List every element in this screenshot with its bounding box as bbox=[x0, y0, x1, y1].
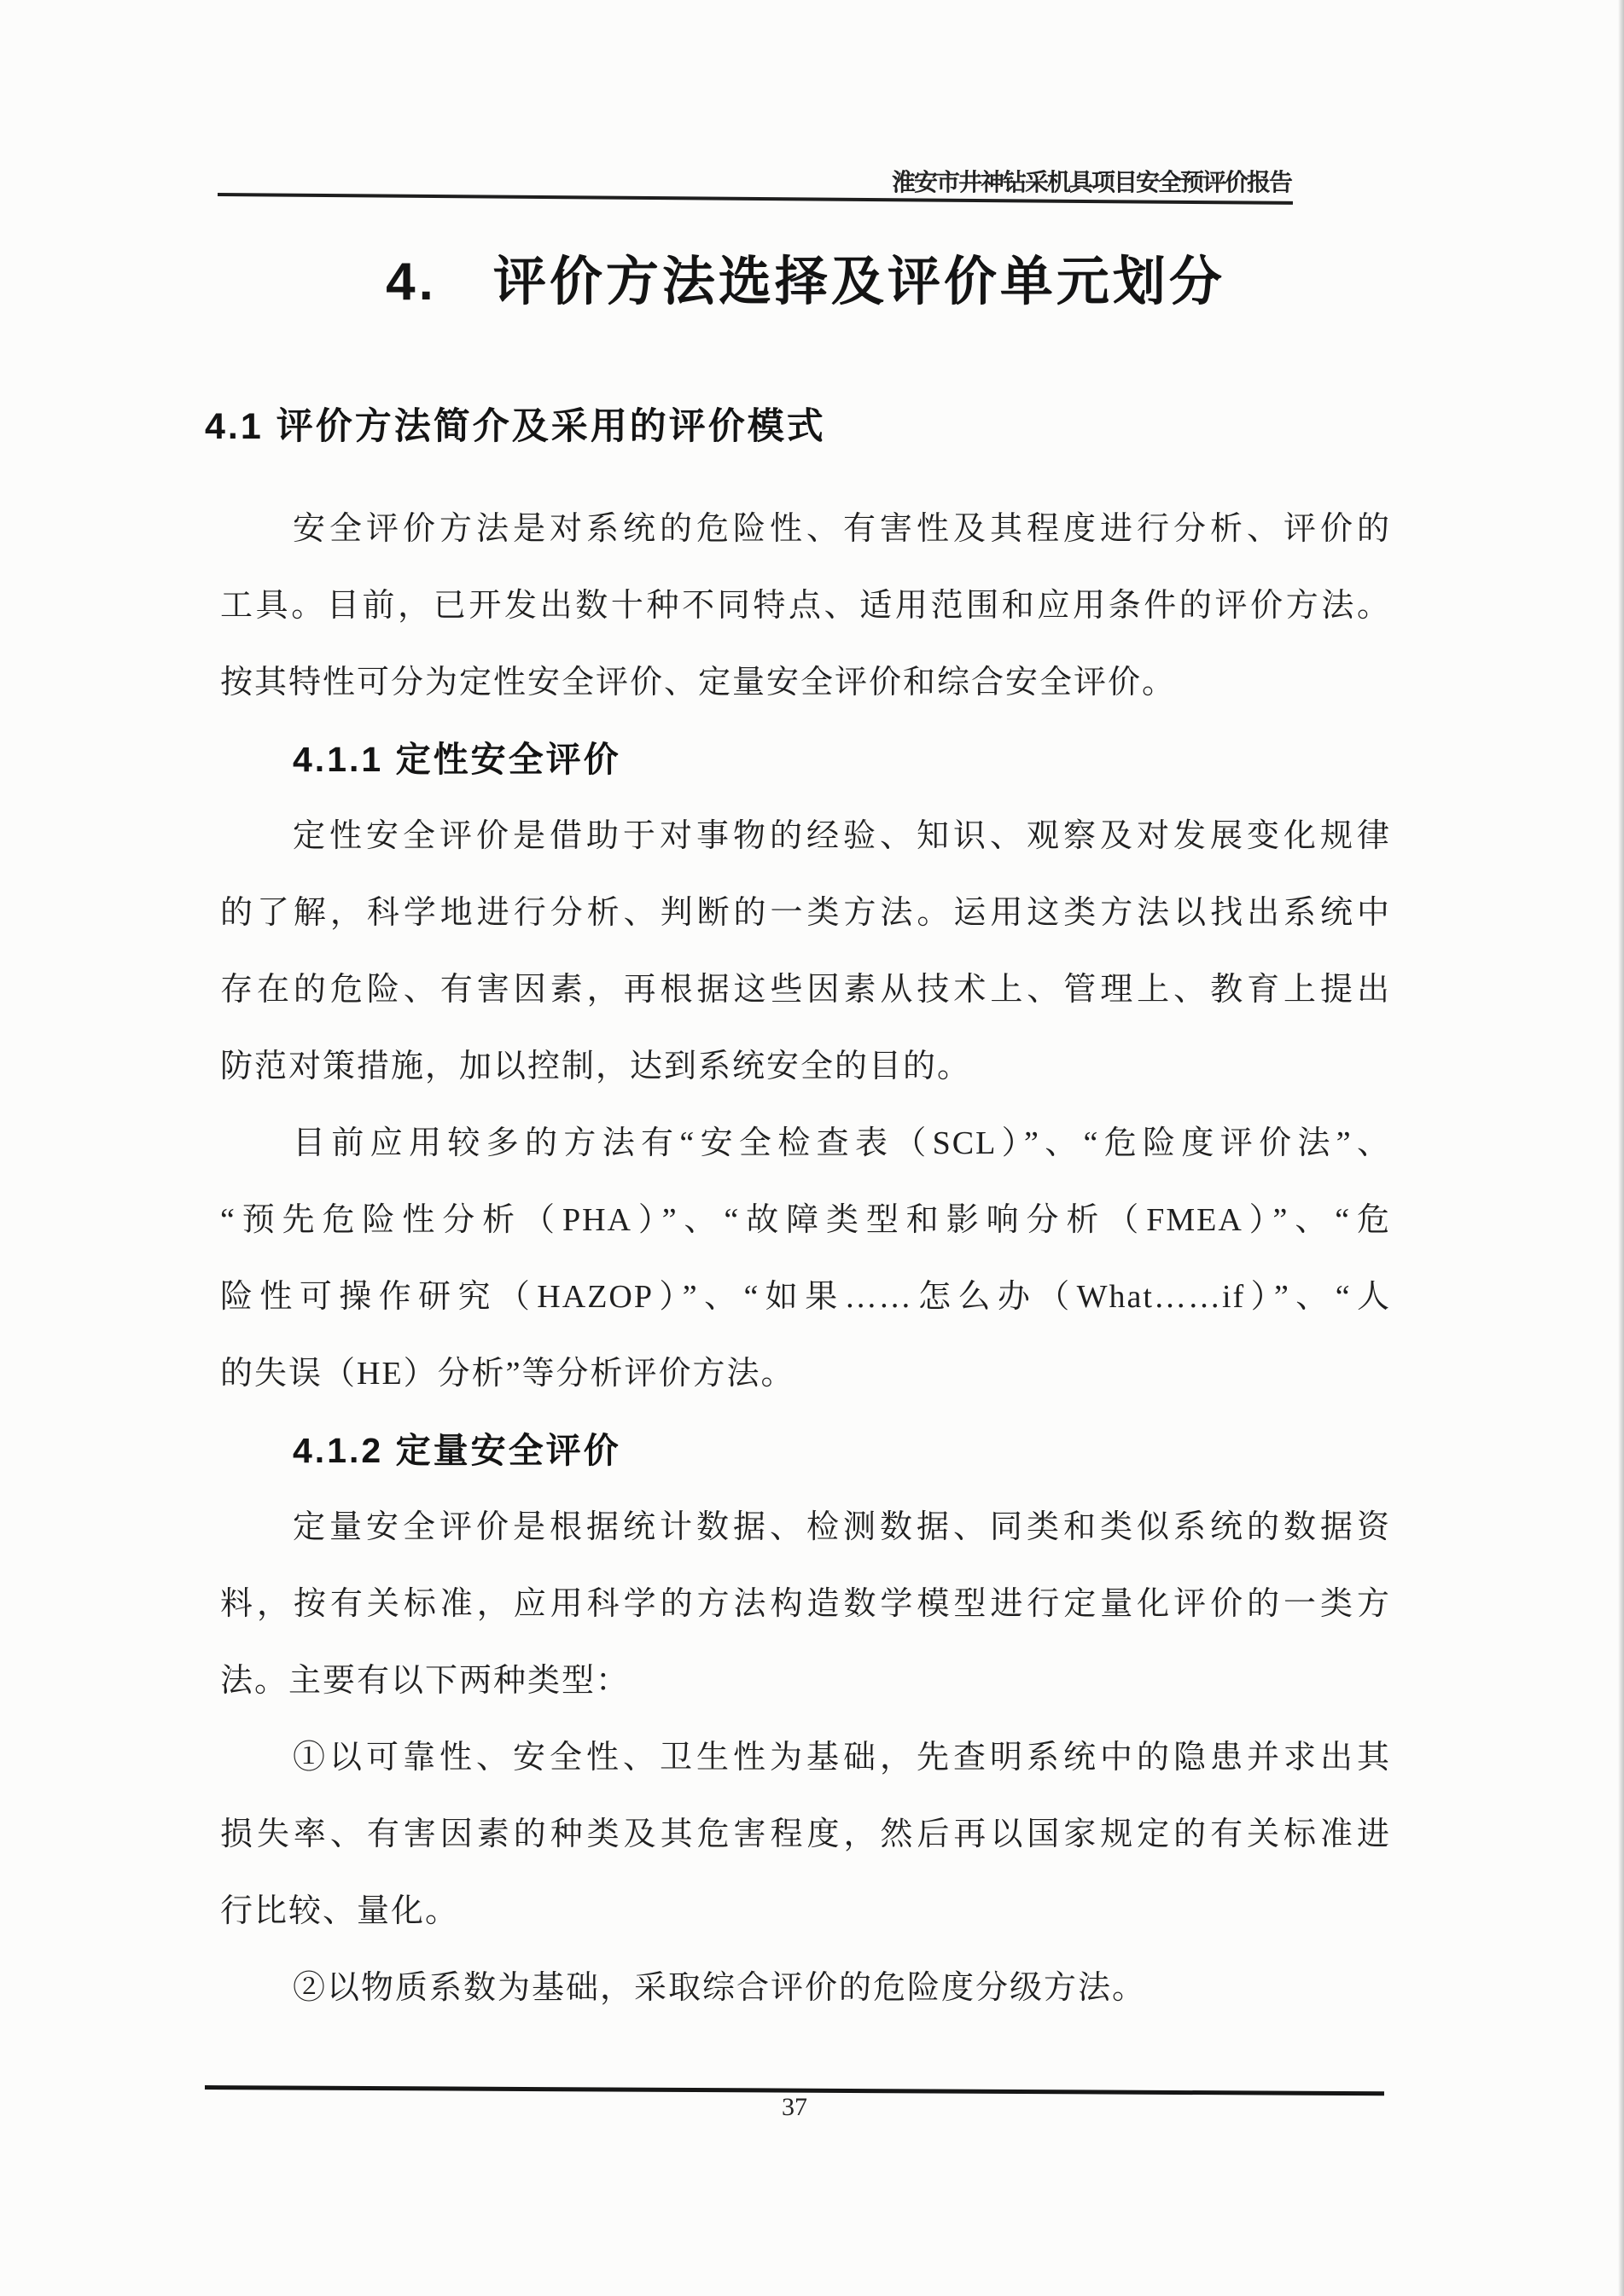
text-line: 行比较、量化。 bbox=[220, 1893, 460, 1929]
section-heading: 4.1 评价方法简介及采用的评价模式 bbox=[205, 406, 826, 447]
text-line: 的失误（HE）分析”等分析评价方法。 bbox=[220, 1356, 795, 1392]
chapter-title: 4. 评价方法选择及评价单元划分 bbox=[386, 253, 1225, 311]
text-line: ①以可靠性、安全性、卫生性为基础，先查明系统中的隐患并求出其 bbox=[293, 1740, 1391, 1776]
text-line: 法。主要有以下两种类型： bbox=[220, 1663, 631, 1699]
subsection-heading: 4.1.1 定性安全评价 bbox=[293, 740, 621, 779]
text-line: 按其特性可分为定性安全评价、定量安全评价和综合安全评价。 bbox=[220, 665, 1177, 700]
text-line: 定量安全评价是根据统计数据、检测数据、同类和类似系统的数据资 bbox=[293, 1509, 1391, 1545]
subsection-heading: 4.1.2 定量安全评价 bbox=[293, 1431, 621, 1470]
document-body bbox=[205, 388, 1391, 2026]
scan-edge-artifact bbox=[1618, 0, 1624, 2296]
text-line: 存在的危险、有害因素，再根据这些因素从技术上、管理上、教育上提出 bbox=[220, 972, 1391, 1008]
text-line: 险性可操作研究（HAZOP）”、“如果……怎么办（What……if）”、“人 bbox=[220, 1279, 1391, 1315]
text-line: 料，按有关标准，应用科学的方法构造数学模型进行定量化评价的一类方 bbox=[220, 1586, 1391, 1622]
text-line: ②以物质系数为基础，采取综合评价的危险度分级方法。 bbox=[293, 1970, 1147, 2006]
text-line: 安全评价方法是对系统的危险性、有害性及其程度进行分析、评价的 bbox=[293, 511, 1391, 547]
text-line: 损失率、有害因素的种类及其危害程度，然后再以国家规定的有关标准进 bbox=[220, 1816, 1391, 1852]
text-line: “预先危险性分析（PHA）”、“故障类型和影响分析（FMEA）”、“危 bbox=[220, 1202, 1391, 1238]
page-number: 37 bbox=[782, 2093, 807, 2121]
text-line: 的了解，科学地进行分析、判断的一类方法。运用这类方法以找出系统中 bbox=[220, 895, 1391, 931]
text-line: 目前应用较多的方法有“安全检查表（SCL）”、“危险度评价法”、 bbox=[293, 1125, 1391, 1161]
running-header: 淮安市井神钻采机具项目安全预评价报告 bbox=[891, 170, 1291, 196]
text-line: 定性安全评价是借助于对事物的经验、知识、观察及对发展变化规律 bbox=[293, 818, 1391, 854]
text-line: 防范对策措施，加以控制，达到系统安全的目的。 bbox=[220, 1049, 972, 1084]
text-line: 工具。目前，已开发出数十种不同特点、适用范围和应用条件的评价方法。 bbox=[220, 588, 1391, 624]
